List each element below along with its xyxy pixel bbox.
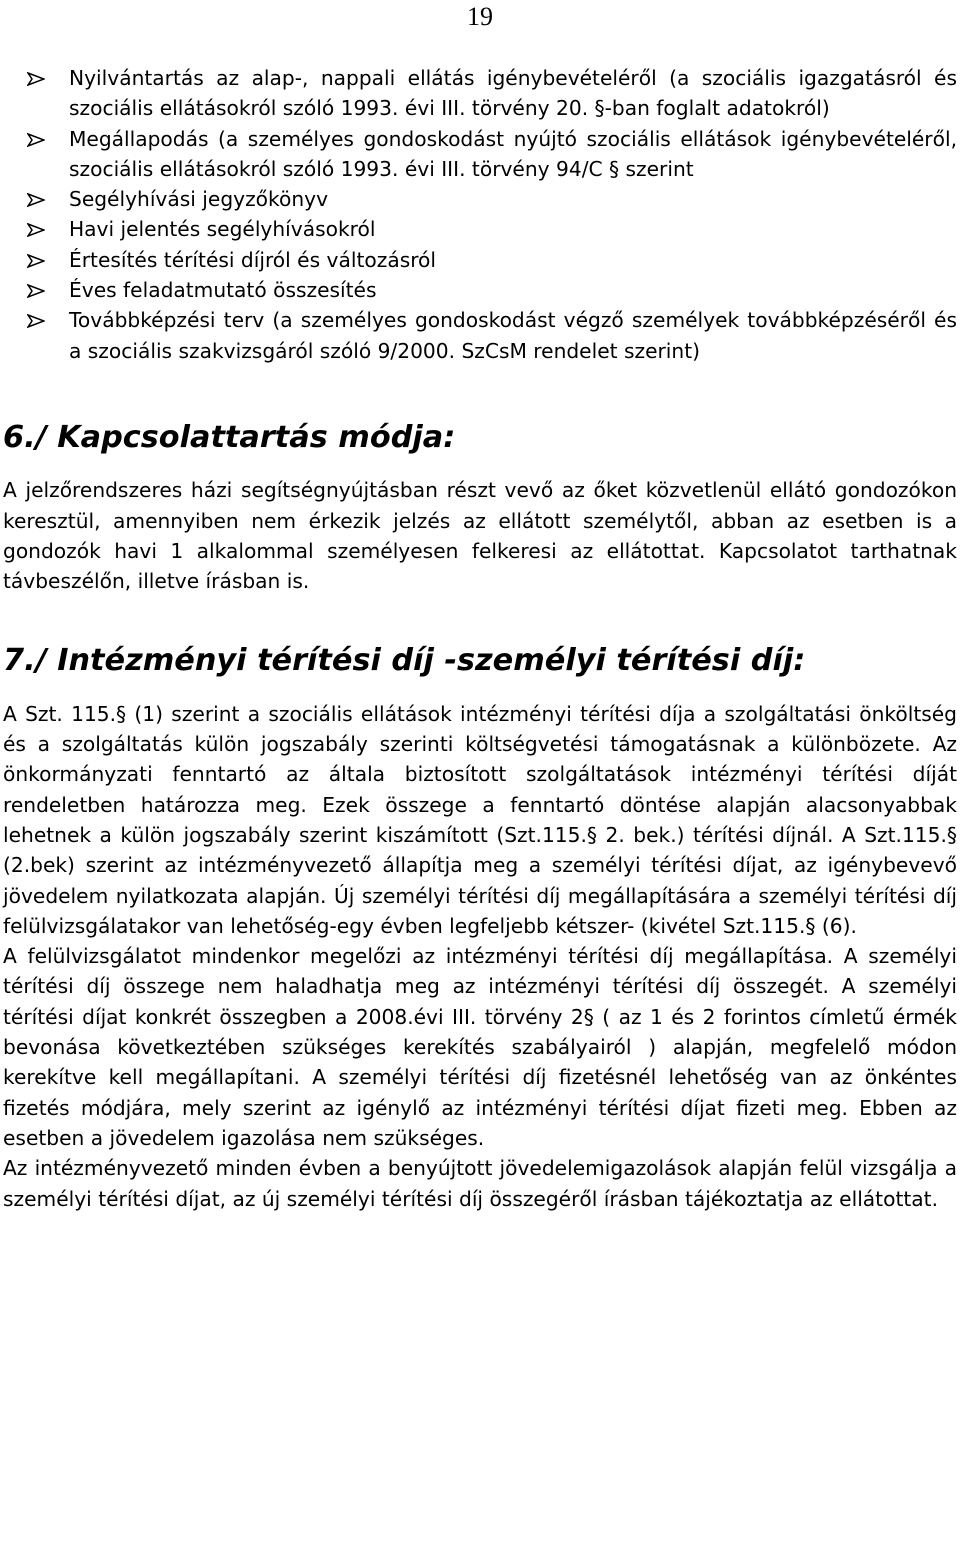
- list-item: [3, 245, 957, 275]
- arrowhead-bullet-icon: [27, 314, 45, 328]
- list-item-text: Megállapodás (a személyes gondoskodást nyújtó szociális ellátások igénybevételéről, szociális ellátásokról szóló 1993. évi III. törvény 94/C § szerint: [69, 126, 957, 181]
- section-7-paragraph-3: Az intézményvezető minden évben a benyújtott jövedelemigazolások alapján felül vizsgálja a személyi térítési díjat, az új személyi térítési díj összegéről írásban tájékoztatja az ellátottat.: [3, 1156, 957, 1211]
- arrowhead-bullet-icon: [27, 254, 45, 268]
- list-item-text: Éves feladatmutató összesítés: [69, 278, 377, 303]
- list-item-text: Havi jelentés segélyhívásokról: [69, 217, 376, 242]
- list-item: [3, 63, 957, 124]
- section-6-heading: 6./ Kapcsolattartás módja:: [3, 419, 456, 455]
- page-number: 19: [467, 2, 493, 31]
- list-item-text: Segélyhívási jegyzőkönyv: [69, 187, 329, 212]
- section-7-paragraph-2: A felülvizsgálatot mindenkor megelőzi az intézményi térítési díj megállapítása. A személyi térítési díj összege nem haladhatja meg az intézményi térítési díj összegét. A személyi térítési díjat konkrét összegben a 2008.évi III. törvény 2§ ( az 1 és 2 forintos címletű érmék bevonása következtében szükséges kerekítés szabályairól ) alapján, megfelelő módon kerekítve kell megállapítani. A személyi térítési díj fizetésnél lehetőség van az önkéntes fizetés módjára, mely szerint az igénylő az intézményi térítési díjat fizeti meg. Ebben az esetben a jövedelem igazolása nem szükséges.: [3, 944, 957, 1150]
- arrowhead-bullet-icon: [27, 72, 45, 86]
- section-7-paragraph-1: A Szt. 115.§ (1) szerint a szociális ellátások intézményi térítési díja a szolgáltatási önköltség és a szolgáltatás külön jogszabály szerinti költségvetési támogatásnak a különbözete. Az önkormányzati fenntartó az általa biztosított szolgáltatások intézményi térítési díját rendeletben határozza meg. Ezek összege a fenntartó döntése alapján alacsonyabbak lehetnek a külön jogszabály szerint kiszámított (Szt.115.§ 2. bek.) térítési díjnál. A Szt.115.§ (2.bek) szerint az intézményvezető állapítja meg a személyi térítési díjat, az igénybevevő jövedelem nyilatkozata alapján. Új személyi térítési díj megállapítására a személyi térítési díj felülvizsgálatakor van lehetőség-egy évben legfeljebb kétszer- (kivétel Szt.115.§ (6).: [3, 701, 957, 938]
- arrowhead-bullet-icon: [27, 133, 45, 147]
- list-item: [3, 305, 957, 366]
- list-item-text: Értesítés térítési díjról és változásról: [69, 247, 437, 272]
- list-item: [3, 184, 957, 214]
- section-6-paragraph: A jelzőrendszeres házi segítségnyújtásban részt vevő az őket közvetlenül ellátó gondozókon keresztül, amennyiben nem érkezik jelzés az ellátott személytől, abban az esetben is a gondozók havi 1 alkalommal személyesen felkeresi az ellátottat. Kapcsolatot tarthatnak távbeszélőn, illetve írásban is.: [3, 478, 957, 594]
- document-list: [3, 63, 957, 366]
- list-item: [3, 214, 957, 244]
- arrowhead-bullet-icon: [27, 193, 45, 207]
- document-body: [0, 63, 957, 1214]
- section-7-heading: 7./ Intézményi térítési díj -személyi térítési díj:: [3, 643, 806, 679]
- arrowhead-bullet-icon: [27, 223, 45, 237]
- arrowhead-bullet-icon: [27, 284, 45, 298]
- list-item: [3, 275, 957, 305]
- list-item-text: Továbbképzési terv (a személyes gondoskodást végző személyek továbbképzéséről és a szociális szakvizsgáról szóló 9/2000. SzCsM rendelet szerint): [69, 308, 957, 363]
- list-item: [3, 124, 957, 185]
- list-item-text: Nyilvántartás az alap-, nappali ellátás igénybevételéről (a szociális igazgatásról és szociális ellátásokról szóló 1993. évi III. törvény 20. §-ban foglalt adatokról): [69, 66, 957, 121]
